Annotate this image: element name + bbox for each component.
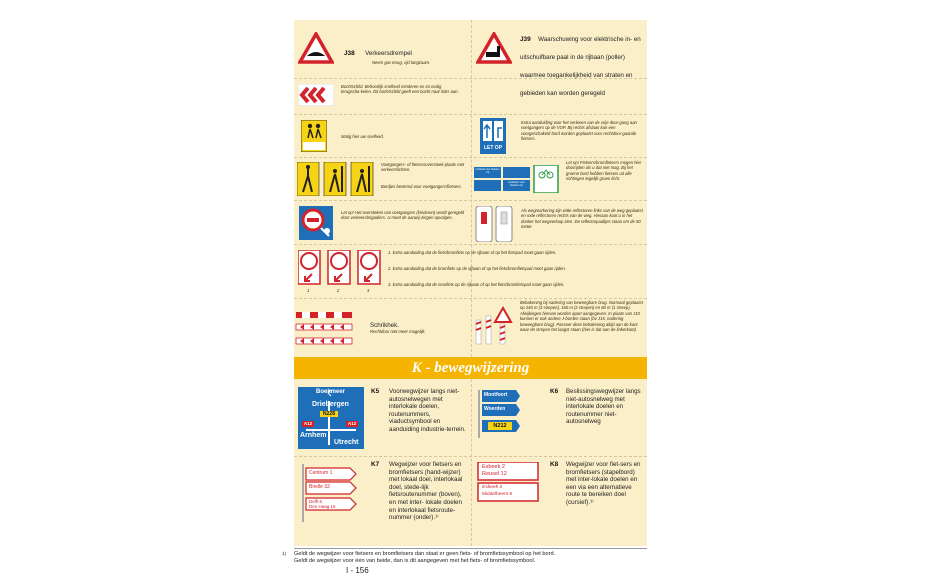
k8-b2-num: 6	[509, 492, 513, 497]
k5-sign	[298, 387, 364, 449]
k6-line2: Woerden	[484, 406, 506, 412]
k8-b2	[482, 492, 512, 497]
k7-a1-num: 1	[329, 470, 333, 476]
k8-a2	[482, 471, 507, 477]
section-header-bar	[294, 357, 647, 379]
k7-sign	[298, 464, 360, 522]
k5-left: Arnhem	[300, 432, 327, 439]
k8-a1-num: 2	[501, 464, 505, 470]
k8-sign	[476, 462, 540, 502]
k8-b1	[482, 485, 502, 490]
k6-desc: Beslissingswegwijzer langs niet-autosnelweg met interlokale doelen en routenummer niet-autosnelweg	[566, 388, 641, 426]
row-divider	[294, 456, 647, 457]
k7-b1-label: Delft	[309, 499, 319, 504]
k7-b2	[309, 504, 336, 509]
letop-desc: Extra aanduiding voor het verlenen van de vrije door-gang aan voetgangers op de VOP. Bij rechts afslaan kan een voorgeschakeld bord worden geplaatst voor rechtdoor-gaande fietsers.	[521, 120, 637, 142]
k5-right: Utrecht	[334, 439, 359, 446]
k6-sign	[476, 390, 522, 438]
column-divider	[471, 379, 473, 546]
school-crossing-sign	[299, 206, 333, 240]
k8-b1-num: 3	[499, 485, 503, 490]
k8-a1-label: Esbeek	[482, 464, 501, 470]
j38-code: J38	[344, 50, 355, 57]
k5-right-route: A12	[347, 421, 357, 426]
k8-a2-label: Reusel	[482, 471, 500, 477]
letop-label: LET OP	[483, 145, 503, 151]
k7-a1	[309, 470, 332, 476]
k8-desc: Wegwijzer voor fiet-sers en bromfietsers (stapelbord) met inter-lokale doelen en een via een alternatieve route te bereiken doel (cursief).¹⁾	[566, 461, 641, 506]
k7-b1-num: 6	[319, 499, 323, 504]
k5-top: Boekmeer	[316, 389, 346, 395]
fietsers-desc: Let op! Fietsers/bromfietsers mogen hier doorrijden als u dat niet mag. Bij het groene bord hebben fietsers uit alle richtingen tegelijk groen licht.	[566, 160, 642, 182]
k5-code: K5	[371, 388, 380, 395]
k5-route: N228	[323, 411, 335, 417]
letop-sign	[480, 118, 506, 154]
schrikhek-desc: Rechtdoor niet meer mogelijk.	[370, 329, 426, 335]
bochtschild-sign	[298, 84, 334, 106]
fietspad-item-1: 1. Extra aanduiding dat de fiets/bromfiets op de rijbaan of op het fietspad moet gaan rijden.	[388, 250, 557, 255]
voetgangers-desc1: Voetgangers- of fietsersoversteek-plaats met verkeerslichten.	[381, 162, 465, 173]
row-divider	[294, 244, 647, 245]
j39-code: J39	[520, 36, 531, 43]
k7-desc: Wegwijzer voor fietsers en bromfietsers (hand-wijzer) met lokaal doel, interlokaal doel, stede-lijk fietsroutenummer (boven), en met inter- lokale doelen en interlokaal fietsroute-nummer (onder).¹⁾	[389, 461, 463, 522]
k8-a2-num: 12	[500, 471, 507, 477]
kinderen-desc: Let op! Het oversteken van voetgangers (kinderen) wordt geregeld door verkeersbrigadiers. U moet de aanwij-zingen opvolgen.	[341, 210, 465, 221]
k8-a1	[482, 464, 505, 470]
k7-a1-label: Centrum	[309, 470, 329, 476]
k6-line1: Montfoort	[484, 392, 508, 398]
k8-b2-label: Middelbeers	[482, 492, 509, 497]
fietsers-b1: rechtsaf voor fietsers vrij	[475, 168, 500, 174]
fietspad-num-2: 2	[337, 288, 340, 293]
brug-desc: Bebakening bij nadering van beweegbare brug. Normaal geplaatst op 240 m (3 strepen), 160 m (2 strepen) en 80 m (1 streep). Afwijkingen hiervan worden apart aangegeven. In plaats van J10 kunnen er ook andere J-borden staan (bv J15, nadering beweegbare brug). Passeer deze bebakening altijd aan de kant waar de strepen het laagst staan (hier is dat aan de linkerkant).	[520, 300, 643, 333]
school-desc: Matig hier uw snelheid.	[341, 134, 384, 139]
cyclist-exception-signs	[474, 165, 560, 193]
k8-code: K8	[550, 461, 559, 468]
footnote-line1: Geldt de wegwijzer voor fietsers en bromfietsers dan staat er geen fiets- of bromfietssymbool op het bord.	[294, 551, 556, 557]
bochtschild-desc: Bochtschild. Behoorlijk snelheid minderen en zo nodig terugscha-kelen. Dit bochtschild geeft een bocht naar links aan.	[341, 84, 459, 95]
j39-desc: Waarschuwing voor elektrische in- en uitschuifbare paal in de rijbaan (poller) waarmee toegankelijkheid van straten en gebieden kan worden geregeld	[520, 36, 641, 97]
j38-desc: Neem gas terug, rijd langzaam.	[372, 60, 431, 65]
reflector-posts	[474, 206, 514, 242]
k7-a2	[309, 484, 330, 490]
row-divider	[294, 200, 647, 201]
fietspad-item-2: 2. Extra aanduiding dat de bromfiets op de rijbaan of op het fiets/bromfietspad moet gaan rijden.	[388, 266, 566, 271]
j38-title: Verkeersdrempel	[365, 50, 412, 57]
fietsers-b2: rechtdoor voor fietsers vrij	[508, 181, 525, 187]
fietspad-item-3: 3. Extra aanduiding dat de snorfiets op de rijbaan of op het fiets/bromfietspad moet gaan rijden.	[388, 282, 565, 287]
footnote-line2: Geldt de wegwijzer voor één van beide, dan is dit aangegeven met het fiets- of bromfietssymbool.	[294, 558, 536, 564]
bike-lane-signs	[298, 250, 384, 286]
k7-a2-label: Brielle	[309, 484, 323, 490]
j38-sign	[298, 32, 334, 64]
j39-sign	[476, 32, 512, 64]
reflector-desc: Als wegmarkering zijn witte reflectoren links van de weg geplaatst en rode reflectoren rechts van de weg. Hieraan kunt u in het donker het wegverloop zien. De reflectorpaaltjes staan om de 50 meter.	[521, 208, 643, 230]
k7-a2-num: 32	[324, 484, 330, 490]
column-divider	[471, 20, 473, 357]
pedestrian-crossing-signs	[297, 162, 377, 196]
bridge-approach-beacons	[474, 306, 514, 348]
page-number: I - 156	[346, 566, 369, 575]
row-divider	[294, 157, 647, 158]
k6-route: N212	[493, 423, 507, 429]
k7-b2-num: 16	[330, 504, 336, 509]
schrikhek-title: Schrikhek.	[370, 322, 399, 329]
fietspad-num-1: 1	[307, 288, 310, 293]
k5-desc: Voorwegwijzer langs niet-autosnelwegen met interlokale doelen, routenummers, viaductsymbool en aanduiding industrie-terrein.	[389, 388, 466, 433]
footer-rule	[294, 548, 647, 549]
school-sign	[301, 120, 327, 152]
book-page	[282, 20, 647, 575]
row-divider	[294, 114, 647, 115]
k5-mid: Driebergen	[312, 401, 349, 408]
k7-code: K7	[371, 461, 380, 468]
row-divider	[294, 298, 647, 299]
k7-b2-label: Den Haag	[309, 504, 330, 509]
section-title: K - bewegwijzering	[411, 360, 530, 376]
k6-code: K6	[550, 388, 559, 395]
voetgangers-desc2: Bordjes bestemd voor voetgangers/fietsers.	[381, 184, 462, 189]
k5-left-route: A12	[303, 421, 313, 426]
footnote-mark: 1)	[282, 551, 287, 556]
k8-b1-label: Esbeek	[482, 485, 498, 490]
schrikhek-barrier	[294, 308, 354, 348]
fietspad-num-3: 3	[367, 288, 370, 293]
